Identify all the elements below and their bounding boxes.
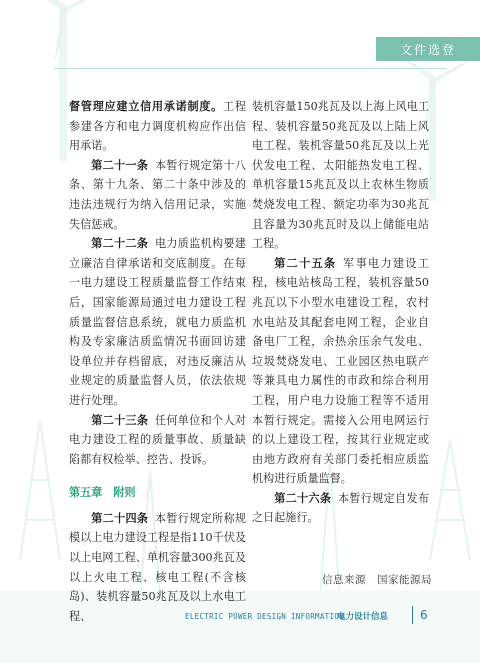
article-26 xyxy=(252,489,429,528)
article-24 xyxy=(69,509,246,627)
left-column xyxy=(69,97,246,626)
footer-divider xyxy=(412,606,413,624)
paragraph-lead: 督管理应建立信用承诺制度。 xyxy=(69,100,224,113)
top-divider xyxy=(54,68,446,69)
source-credit: 信息来源 国家能源局 xyxy=(322,574,432,586)
article-title: 第二十五条 xyxy=(274,256,337,270)
article-text: 本暂行规定自发布之日起施行。 xyxy=(252,491,429,525)
article-25 xyxy=(252,254,429,489)
article-title: 第二十一条 xyxy=(91,158,149,172)
article-text: 军事电力建设工程，核电站核岛工程，装机容量50兆瓦以下小型水电建设工程，农村水电站及其配套电网工程，企业自备电厂工程，余热余压余气发电、垃圾焚烧发电、工业园区热电联产等兼具电力属性的市政和综合利用工程，用户电力设施工程等不适用本暂行规定。需接入公用电网运行的以上建设工程，按其行业规定或由地方政府有关部门委托相应质监机构进行质量监督。 xyxy=(252,256,429,486)
section-tag: 文件选登 xyxy=(376,37,480,61)
article-text: 本暂行规定所称规模以上电力建设工程是指110千伏及以上电网工程、单机容量300兆瓦及以上火电工程、核电工程(不含核岛)、装机容量50兆瓦及以上水电工程、 xyxy=(69,511,246,623)
article-title: 第二十三条 xyxy=(91,413,149,427)
footer-publication-en: ELECTRIC POWER DESIGN INFORMATION xyxy=(185,612,344,621)
article-title: 第二十六条 xyxy=(274,491,332,505)
chapter-heading: 第五章 附则 xyxy=(69,486,136,500)
paragraph-text: 工程参建各方和电力调度机构应作出信用承诺。 xyxy=(69,100,246,153)
paragraph: 装机容量150兆瓦及以上海上风电工程、装机容量50兆瓦及以上陆上风电工程、装机容量50兆瓦及以上光伏发电工程、太阳能热发电工程、单机容量15兆瓦及以上农林生物质焚烧发电工程、额定功率为30兆瓦且容量为30兆瓦时及以上储能电站工程。 xyxy=(252,100,429,251)
article-22 xyxy=(69,234,246,410)
paragraph xyxy=(69,97,246,156)
article-21 xyxy=(69,156,246,234)
article-text: 电力质监机构要建立廉洁自律承诺和交底制度。在每一电力建设工程质量监督工作结束后，国家能源局通过电力建设工程质量监督信息系统，就电力质监机构及专家廉洁质监情况书面回访建设单位并存档留底，对违反廉洁从业规定的质量监督人员，依法依规进行处理。 xyxy=(69,237,246,407)
article-text: 任何单位和个人对电力建设工程的质量事故、质量缺陷都有权检举、控告、投诉。 xyxy=(69,413,246,466)
article-text: 本暂行规定第十八条、第十九条、第二十条中涉及的违法违规行为纳入信用记录，实施失信惩戒。 xyxy=(69,158,246,231)
footer-publication-cn: 电力设计信息 xyxy=(337,612,389,622)
article-title: 第二十四条 xyxy=(91,511,149,525)
article-23 xyxy=(69,411,246,470)
page-number: 6 xyxy=(420,608,428,622)
article-title: 第二十二条 xyxy=(91,237,149,251)
right-column xyxy=(252,97,429,528)
